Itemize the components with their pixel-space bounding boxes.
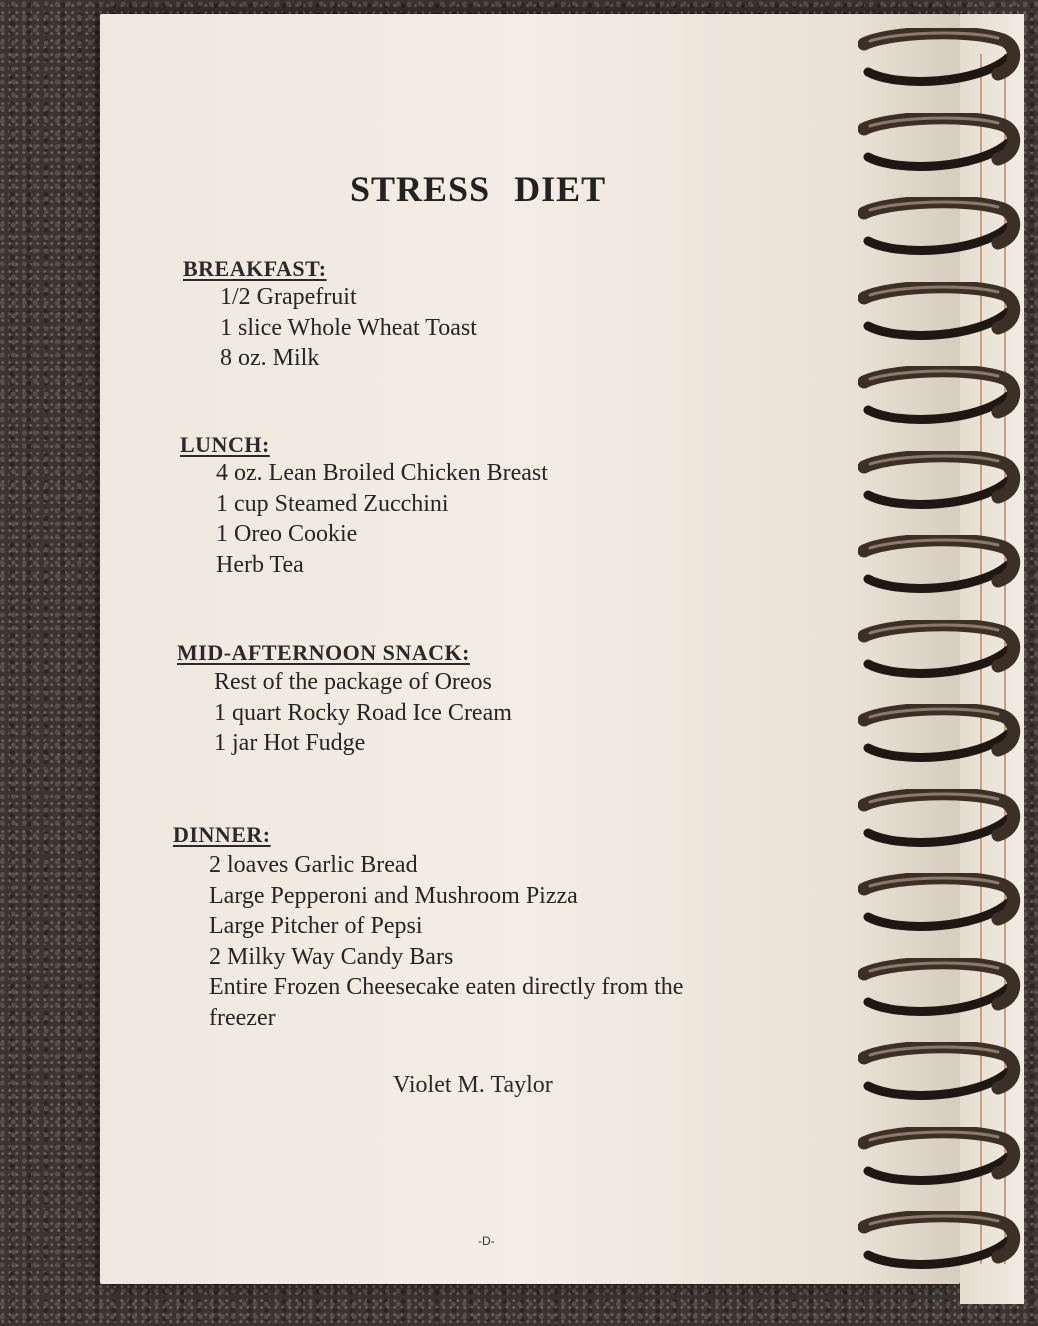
list-item: 4 oz. Lean Broiled Chicken Breast	[216, 460, 548, 486]
breakfast-list	[220, 282, 477, 374]
list-item: 1 slice Whole Wheat Toast	[220, 314, 477, 341]
dinner-list	[209, 850, 683, 1033]
spiral-coil	[858, 1211, 1023, 1269]
spiral-coil	[858, 958, 1023, 1016]
list-item: 1 Oreo Cookie	[216, 521, 358, 547]
spiral-coil	[858, 873, 1023, 931]
dinner-heading: DINNER:	[173, 822, 271, 847]
breakfast-heading: BREAKFAST:	[183, 256, 327, 281]
spiral-coil	[858, 704, 1023, 762]
author-signature: Violet M. Taylor	[393, 1072, 553, 1098]
spiral-coil	[858, 1127, 1023, 1185]
list-item: freezer	[209, 1004, 276, 1031]
list-item: 2 loaves Garlic Bread	[209, 852, 418, 878]
spiral-coil	[858, 197, 1023, 255]
snack-heading: MID-AFTERNOON SNACK:	[177, 640, 470, 665]
spiral-coil	[858, 113, 1023, 171]
list-item: 2 Milky Way Candy Bars	[209, 943, 454, 970]
lunch-list	[216, 458, 548, 580]
page-number: -D-	[478, 1234, 495, 1248]
spiral-coil	[858, 366, 1023, 424]
spiral-coil	[858, 535, 1023, 593]
list-item: 1 quart Rocky Road Ice Cream	[214, 699, 512, 726]
list-item: 1/2 Grapefruit	[220, 284, 357, 310]
page-title: STRESS DIET	[350, 169, 607, 209]
list-item: 1 cup Steamed Zucchini	[216, 490, 449, 517]
list-item: 1 jar Hot Fudge	[214, 730, 366, 756]
list-item: Rest of the package of Oreos	[214, 669, 492, 695]
spiral-coil	[858, 451, 1023, 509]
lunch-heading: LUNCH:	[180, 432, 270, 457]
spiral-coil	[858, 282, 1023, 340]
list-item: Entire Frozen Cheesecake eaten directly from the	[209, 974, 684, 1000]
spiral-binding	[858, 20, 1028, 1300]
list-item: Large Pitcher of Pepsi	[209, 913, 423, 939]
spiral-coil	[858, 789, 1023, 847]
list-item: 8 oz. Milk	[220, 345, 320, 371]
spiral-coil	[858, 620, 1023, 678]
spiral-coil	[858, 1042, 1023, 1100]
list-item: Large Pepperoni and Mushroom Pizza	[209, 882, 578, 909]
spiral-coil	[858, 28, 1023, 86]
snack-list	[214, 667, 512, 759]
list-item: Herb Tea	[216, 551, 304, 578]
